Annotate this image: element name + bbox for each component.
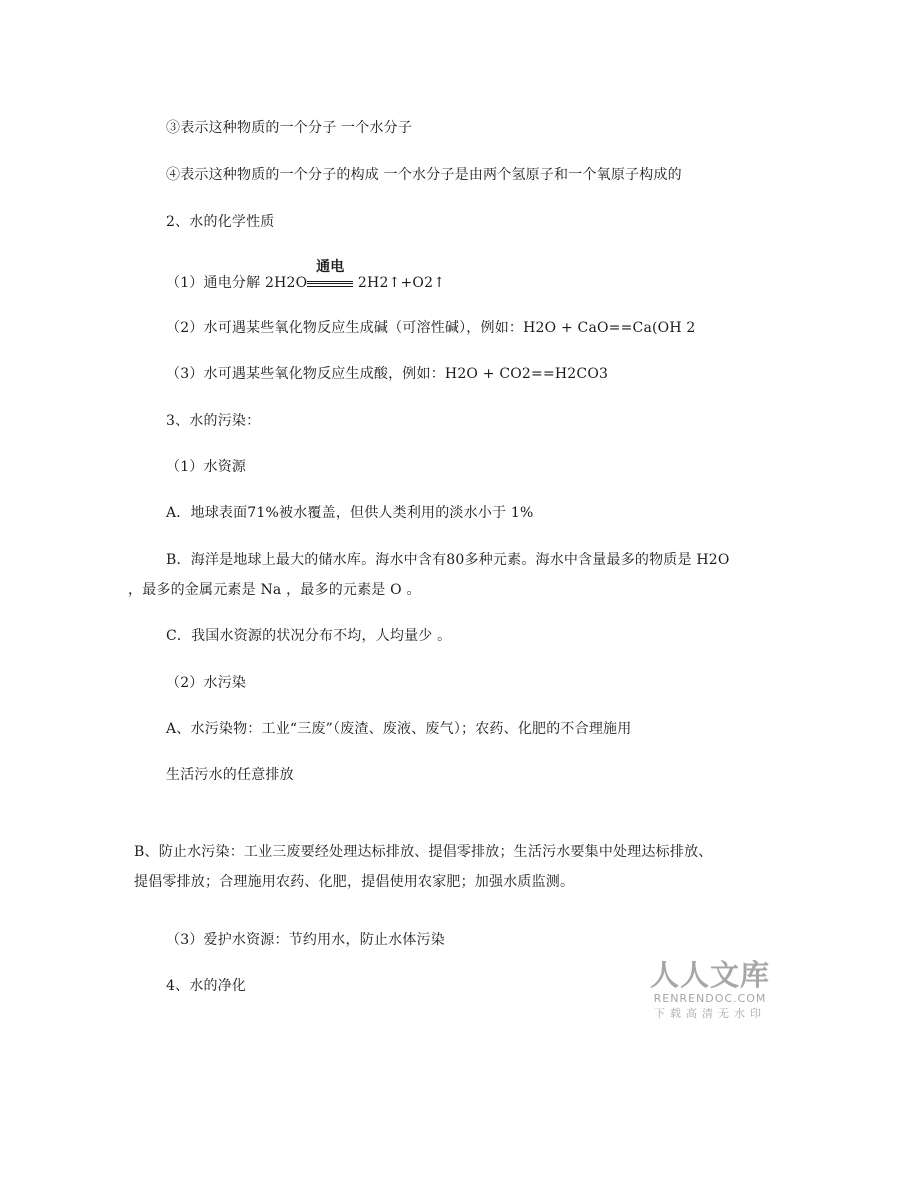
text-line: C．我国水资源的状况分布不均，人均量少 。 xyxy=(166,628,452,644)
text-line: A．地球表面71%被水覆盖，但供人类利用的淡水小于 1% xyxy=(166,505,534,521)
section-heading: 3、水的污染： xyxy=(166,413,261,429)
watermark-title: 人人文库 xyxy=(649,958,770,992)
section-heading: 4、水的净化 xyxy=(166,978,247,994)
text-line: ④表示这种物质的一个分子的构成 一个水分子是由两个氢原子和一个氧原子构成的 xyxy=(166,167,682,183)
text-line: B、防止水污染：工业三废要经处理达标排放、提倡零排放；生活污水要集中处理达标排放、 xyxy=(134,844,713,860)
subsection-heading: （1）水资源 xyxy=(166,459,247,475)
text-line: ③表示这种物质的一个分子 一个水分子 xyxy=(166,120,413,136)
reaction-arrow xyxy=(307,259,353,293)
equals-bars xyxy=(307,281,353,287)
equation-reactants: （1）通电分解 2H2O xyxy=(166,275,308,291)
watermark-url: RENRENDOC.COM xyxy=(653,992,767,1005)
subsection-heading: （2）水污染 xyxy=(166,675,247,691)
text-line: （2）水可遇某些氧化物反应生成碱（可溶性碱），例如：H2O + CaO==Ca(OH 2 xyxy=(166,320,696,336)
electrolysis-equation xyxy=(166,259,446,293)
text-line: 提倡零排放；合理施用农药、化肥，提倡使用农家肥；加强水质监测。 xyxy=(134,874,575,890)
text-line: （3）水可遇某些氧化物反应生成酸，例如：H2O + CO2==H2CO3 xyxy=(166,366,609,382)
reaction-condition: 通电 xyxy=(316,259,345,275)
text-line: A、水污染物：工业“三废”（废渣、废液、废气）；农药、化肥的不合理施用 xyxy=(166,721,632,737)
text-line: 生活污水的任意排放 xyxy=(166,767,294,783)
watermark-logo xyxy=(648,958,772,1022)
section-heading: 2、水的化学性质 xyxy=(166,214,275,230)
text-line: ，最多的金属元素是 Na ，最多的元素是 O 。 xyxy=(128,582,421,598)
watermark-subtitle: 下载高清无水印 xyxy=(654,1007,766,1020)
equation-products: 2H2↑+O2↑ xyxy=(357,275,446,291)
text-line: B．海洋是地球上最大的储水库。海水中含有80多种元素。海水中含量最多的物质是 H2O xyxy=(166,552,730,568)
text-line: （3）爱护水资源：节约用水，防止水体污染 xyxy=(166,932,445,948)
